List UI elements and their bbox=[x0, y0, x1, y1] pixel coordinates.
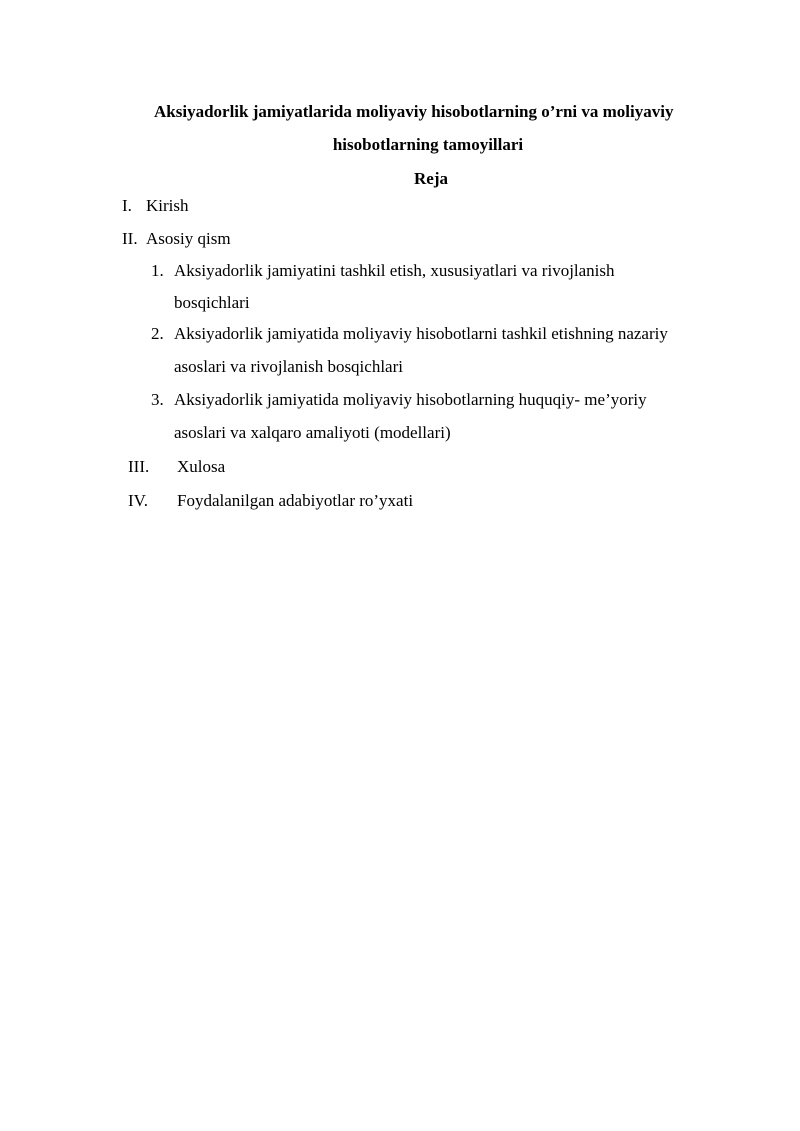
document-title-line-1: Aksiyadorlik jamiyatlarida moliyaviy hisobotlarning o’rni va moliyaviy bbox=[154, 102, 674, 121]
section-marker: IV. bbox=[128, 491, 148, 510]
subitem-text-line-2: bosqichlari bbox=[174, 293, 250, 312]
subitem-marker: 2. bbox=[151, 324, 164, 343]
section-label: Kirish bbox=[146, 196, 189, 215]
section-label: Foydalanilgan adabiyotlar ro’yxati bbox=[177, 491, 414, 510]
subitem-marker: 3. bbox=[151, 390, 164, 409]
subitem-text-line-2: asoslari va rivojlanish bosqichlari bbox=[174, 357, 403, 376]
subitem-text-line-1: Aksiyadorlik jamiyatida moliyaviy hisobotlarni tashkil etishning nazariy bbox=[174, 324, 668, 343]
document-title-line-2: hisobotlarning tamoyillari bbox=[332, 135, 524, 154]
subitem-text-line-1: Aksiyadorlik jamiyatini tashkil etish, xususiyatlari va rivojlanish bbox=[174, 261, 615, 280]
section-marker: II. bbox=[122, 229, 138, 248]
subitem-text-line-2: asoslari va xalqaro amaliyoti (modellari) bbox=[174, 423, 451, 442]
section-marker: III. bbox=[128, 457, 150, 476]
section-label: Asosiy qism bbox=[146, 229, 231, 248]
subitem-marker: 1. bbox=[151, 261, 164, 280]
subitem-text-line-1: Aksiyadorlik jamiyatida moliyaviy hisobotlarning huquqiy- me’yoriy bbox=[174, 390, 647, 409]
plan-heading: Reja bbox=[414, 169, 448, 188]
section-label: Xulosa bbox=[177, 457, 226, 476]
section-marker: I. bbox=[122, 196, 132, 215]
